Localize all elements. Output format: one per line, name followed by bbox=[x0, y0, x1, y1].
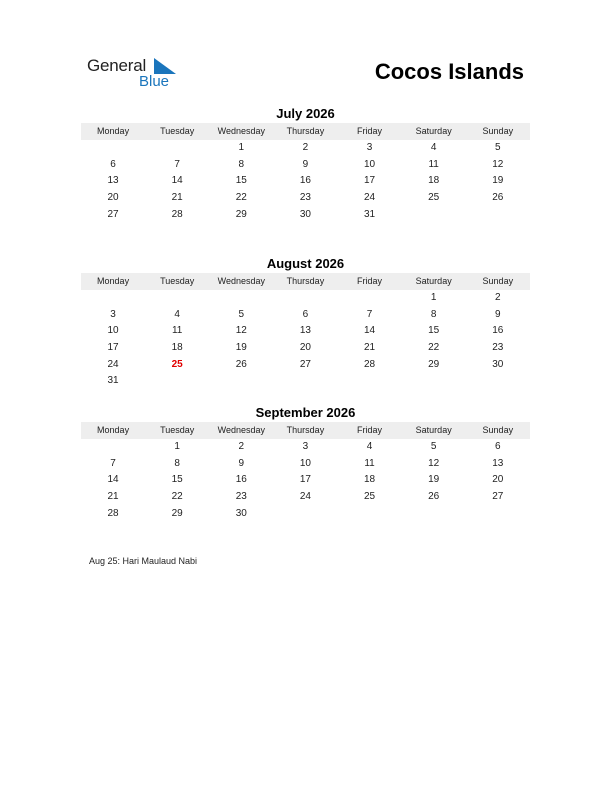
day-cell: 4 bbox=[174, 308, 180, 320]
weekday-label: Monday bbox=[97, 276, 130, 286]
weekday-label: Tuesday bbox=[160, 425, 195, 435]
weekday-label: Friday bbox=[357, 425, 383, 435]
day-cell: 21 bbox=[364, 342, 376, 354]
day-cell: 2 bbox=[302, 142, 309, 153]
weekday-label: Monday bbox=[97, 425, 130, 435]
weekday-label: Friday bbox=[357, 276, 383, 286]
day-cell: 4 bbox=[430, 142, 437, 153]
weekday-header-row bbox=[81, 273, 530, 290]
day-cell: 17 bbox=[107, 342, 119, 354]
weekday-header-row bbox=[81, 422, 530, 439]
day-cell: 26 bbox=[235, 358, 247, 370]
day-cell: 21 bbox=[171, 192, 183, 204]
day-cell: 28 bbox=[171, 208, 183, 220]
day-cell: 13 bbox=[299, 325, 311, 337]
day-cell bbox=[273, 290, 337, 307]
weekday-label: Saturday bbox=[415, 126, 452, 136]
day-cell: 15 bbox=[428, 325, 440, 337]
day-cell: 25 bbox=[428, 192, 440, 204]
day-cell: 9 bbox=[495, 308, 501, 320]
week-row bbox=[81, 472, 530, 489]
country-title: Cocos Islands bbox=[374, 59, 524, 84]
day-cell bbox=[145, 373, 209, 390]
day-cell bbox=[81, 290, 145, 307]
week-row bbox=[81, 340, 530, 357]
weekday-label: Thursday bbox=[286, 425, 325, 435]
month-title: August 2026 bbox=[266, 256, 345, 271]
month-september bbox=[81, 405, 530, 522]
logo-blue-text: Blue bbox=[139, 73, 170, 90]
week-row bbox=[81, 207, 530, 224]
day-cell: 12 bbox=[235, 325, 247, 337]
day-cell: 9 bbox=[302, 158, 309, 170]
day-cell: 3 bbox=[366, 142, 373, 153]
week-row bbox=[81, 290, 530, 307]
day-cell bbox=[466, 506, 530, 523]
day-cell bbox=[338, 290, 402, 307]
day-cell: 7 bbox=[174, 158, 180, 170]
day-cell: 6 bbox=[495, 441, 501, 452]
month-july bbox=[81, 106, 530, 223]
day-cell: 20 bbox=[107, 192, 119, 204]
week-row bbox=[81, 190, 530, 207]
day-cell: 9 bbox=[238, 457, 245, 469]
day-cell: 5 bbox=[238, 308, 245, 320]
weekday-label: Thursday bbox=[286, 126, 325, 136]
weekday-label: Wednesday bbox=[217, 425, 265, 435]
day-cell: 13 bbox=[492, 457, 504, 469]
day-cell: 29 bbox=[428, 358, 440, 370]
day-cell: 24 bbox=[299, 491, 311, 503]
day-cell: 15 bbox=[171, 474, 183, 486]
day-cell bbox=[209, 373, 273, 390]
day-cell: 1 bbox=[238, 142, 245, 153]
day-cell: 28 bbox=[107, 507, 119, 519]
day-cell: 28 bbox=[364, 358, 376, 370]
day-cell: 16 bbox=[299, 175, 311, 187]
weekday-label: Wednesday bbox=[217, 126, 265, 136]
weekday-label: Monday bbox=[97, 126, 130, 136]
weekday-header-row bbox=[81, 123, 530, 140]
day-cell: 5 bbox=[495, 142, 501, 153]
day-cell: 2 bbox=[238, 441, 245, 452]
day-cell: 7 bbox=[366, 308, 373, 320]
day-cell: 10 bbox=[299, 457, 311, 469]
day-cell bbox=[273, 506, 337, 523]
day-cell bbox=[466, 373, 530, 390]
day-cell: 14 bbox=[171, 175, 183, 187]
day-cell: 29 bbox=[171, 507, 183, 519]
day-cell: 30 bbox=[299, 208, 311, 220]
day-cell bbox=[402, 207, 466, 224]
day-cell: 27 bbox=[492, 491, 504, 503]
day-cell: 26 bbox=[492, 192, 504, 204]
day-cell: 3 bbox=[302, 441, 309, 452]
day-cell bbox=[81, 439, 145, 456]
month-title: July 2026 bbox=[276, 106, 335, 121]
day-cell bbox=[145, 140, 209, 157]
week-row bbox=[81, 173, 530, 190]
day-cell: 19 bbox=[492, 175, 504, 187]
weekday-label: Thursday bbox=[286, 276, 325, 286]
holiday-note: Aug 25: Hari Maulaud Nabi bbox=[89, 556, 198, 566]
day-cell: 31 bbox=[364, 208, 376, 220]
day-cell: 19 bbox=[428, 474, 440, 486]
holiday-day-cell: 25 bbox=[171, 358, 183, 370]
day-cell bbox=[209, 290, 273, 307]
day-cell bbox=[402, 373, 466, 390]
month-august bbox=[81, 256, 530, 390]
week-row bbox=[81, 456, 530, 473]
day-cell: 27 bbox=[107, 208, 119, 220]
day-cell: 6 bbox=[110, 158, 116, 170]
day-cell: 1 bbox=[430, 292, 437, 303]
day-cell bbox=[402, 506, 466, 523]
day-cell: 18 bbox=[171, 342, 183, 354]
day-cell: 6 bbox=[302, 308, 309, 320]
day-cell: 7 bbox=[110, 457, 116, 469]
day-cell: 14 bbox=[107, 474, 119, 486]
day-cell: 8 bbox=[238, 158, 245, 170]
weekday-label: Sunday bbox=[482, 126, 514, 136]
day-cell: 17 bbox=[364, 175, 376, 187]
logo-triangle-icon bbox=[154, 58, 176, 74]
day-cell: 1 bbox=[174, 441, 180, 452]
weekday-label: Tuesday bbox=[160, 276, 195, 286]
week-row bbox=[81, 373, 530, 390]
day-cell: 22 bbox=[171, 491, 183, 503]
day-cell: 30 bbox=[235, 507, 247, 519]
day-cell: 12 bbox=[428, 457, 440, 469]
weekday-label: Wednesday bbox=[217, 276, 265, 286]
day-cell: 14 bbox=[364, 325, 376, 337]
day-cell: 18 bbox=[364, 474, 376, 486]
day-cell: 31 bbox=[107, 375, 119, 387]
day-cell: 10 bbox=[364, 158, 376, 170]
day-cell bbox=[338, 373, 402, 390]
week-row bbox=[81, 506, 530, 523]
day-cell: 21 bbox=[107, 491, 119, 503]
day-cell: 20 bbox=[299, 342, 311, 354]
week-row bbox=[81, 307, 530, 324]
day-cell: 23 bbox=[492, 342, 504, 354]
day-cell: 22 bbox=[428, 342, 440, 354]
day-cell bbox=[81, 140, 145, 157]
day-cell: 3 bbox=[110, 308, 116, 320]
day-cell: 10 bbox=[107, 325, 119, 337]
day-cell: 24 bbox=[107, 358, 119, 370]
day-cell: 12 bbox=[492, 158, 504, 170]
weekday-label: Tuesday bbox=[160, 126, 195, 136]
logo-general-text: General bbox=[87, 56, 147, 75]
day-cell: 29 bbox=[235, 208, 247, 220]
weekday-label: Friday bbox=[357, 126, 383, 136]
day-cell: 27 bbox=[299, 358, 311, 370]
day-cell: 17 bbox=[299, 474, 311, 486]
day-cell: 8 bbox=[430, 308, 437, 320]
day-cell: 16 bbox=[235, 474, 247, 486]
day-cell: 13 bbox=[107, 175, 119, 187]
day-cell: 26 bbox=[428, 491, 440, 503]
day-cell: 19 bbox=[235, 342, 247, 354]
day-cell: 25 bbox=[364, 491, 376, 503]
weekday-label: Saturday bbox=[415, 425, 452, 435]
day-cell: 5 bbox=[430, 441, 437, 452]
day-cell bbox=[145, 290, 209, 307]
week-row bbox=[81, 157, 530, 174]
day-cell: 16 bbox=[492, 325, 504, 337]
week-row bbox=[81, 140, 530, 157]
day-cell: 11 bbox=[364, 457, 375, 469]
weekday-label: Sunday bbox=[482, 425, 514, 435]
week-row bbox=[81, 323, 530, 340]
day-cell: 2 bbox=[495, 292, 501, 303]
day-cell: 11 bbox=[171, 325, 183, 337]
day-cell: 23 bbox=[299, 192, 311, 204]
day-cell: 11 bbox=[428, 158, 439, 170]
day-cell bbox=[273, 373, 337, 390]
day-cell: 24 bbox=[364, 192, 376, 204]
day-cell: 23 bbox=[235, 491, 247, 503]
day-cell: 20 bbox=[492, 474, 504, 486]
day-cell: 18 bbox=[428, 175, 440, 187]
day-cell: 30 bbox=[492, 358, 504, 370]
weekday-label: Sunday bbox=[482, 276, 514, 286]
logo bbox=[87, 56, 187, 92]
day-cell: 4 bbox=[366, 441, 373, 452]
week-row bbox=[81, 357, 530, 374]
day-cell bbox=[466, 207, 530, 224]
week-row bbox=[81, 439, 530, 456]
weekday-label: Saturday bbox=[415, 276, 452, 286]
month-title: September 2026 bbox=[255, 405, 356, 420]
day-cell: 8 bbox=[174, 457, 180, 469]
day-cell: 15 bbox=[235, 175, 247, 187]
day-cell bbox=[338, 506, 402, 523]
day-cell: 22 bbox=[235, 192, 247, 204]
week-row bbox=[81, 489, 530, 506]
